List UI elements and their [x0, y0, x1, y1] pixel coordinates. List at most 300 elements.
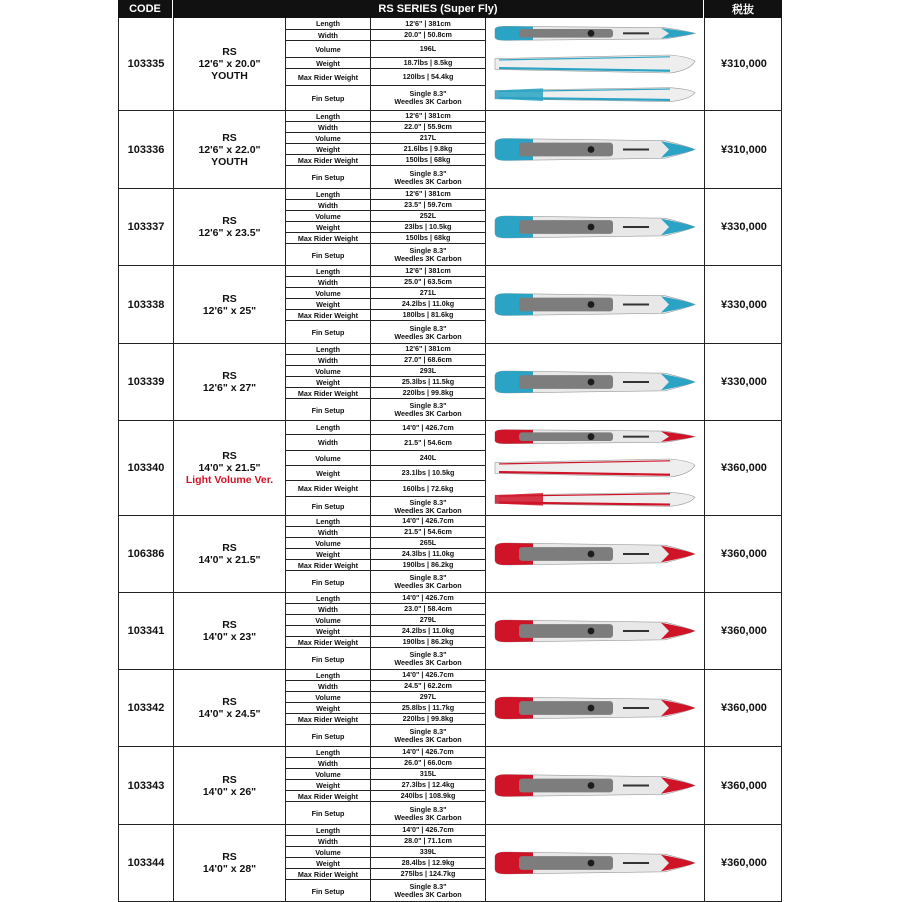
spec-row — [286, 310, 485, 321]
spec-value: 12'6" | 381cm — [405, 111, 451, 120]
spec-value: Single 8.3" Weedles 3K Carbon — [394, 401, 462, 418]
model-name-line: 14'0" x 21.5" — [198, 554, 261, 566]
spec-row — [286, 637, 485, 648]
model-name-line: RS — [222, 773, 237, 786]
price: ¥360,000 — [721, 779, 767, 792]
model-name-line: 14'0" x 21.5" — [198, 462, 261, 474]
spec-label: Width — [286, 355, 371, 365]
spec-value: 271L — [419, 288, 437, 297]
spec-label: Fin Setup — [286, 321, 371, 344]
product-code: 103338 — [119, 266, 174, 343]
model-name-line: RS — [222, 131, 237, 144]
model-name-line: 14'0" x 23" — [202, 631, 257, 643]
spec-row — [286, 155, 485, 166]
spec-row — [286, 122, 485, 133]
model-name-line: RS — [222, 46, 237, 58]
board-illustration — [486, 516, 705, 592]
spec-label: Width — [286, 758, 371, 768]
model-name — [174, 670, 286, 746]
spec-row — [286, 288, 485, 299]
spec-value: 220lbs | 99.8kg — [402, 714, 454, 723]
spec-row — [286, 30, 485, 41]
model-name-line: RS — [222, 696, 237, 708]
spec-value: 220lbs | 99.8kg — [402, 388, 454, 397]
board-illustration — [486, 825, 705, 901]
board-illustration — [486, 593, 705, 669]
spec-label: Length — [286, 421, 371, 434]
board-illustration — [486, 670, 705, 746]
product-code: 103335 — [119, 18, 174, 110]
product-row — [118, 670, 782, 747]
spec-value: Single 8.3" Weedles 3K Carbon — [394, 168, 462, 186]
board-logo-mark — [623, 32, 649, 34]
board-side-view — [495, 55, 695, 73]
spec-row — [286, 144, 485, 155]
model-name-line: YOUTH — [211, 155, 248, 168]
spec-label: Volume — [286, 133, 371, 143]
spec-value: 25.0" | 63.5cm — [404, 277, 452, 286]
board-deck-view — [495, 430, 695, 444]
spec-label: Volume — [286, 847, 371, 857]
model-name-line: 12'6" x 23.5" — [198, 227, 261, 239]
spec-row — [286, 560, 485, 571]
price: ¥360,000 — [721, 625, 767, 637]
spec-label: Length — [286, 516, 371, 526]
spec-value: 265L — [419, 538, 437, 547]
spec-value: 25.3lbs | 11.5kg — [401, 377, 455, 386]
price: ¥330,000 — [721, 221, 767, 233]
spec-value: 150lbs | 68kg — [405, 155, 451, 164]
product-row — [118, 825, 782, 902]
spec-row — [286, 421, 485, 435]
spec-row — [286, 681, 485, 692]
model-name-line: RS — [222, 370, 237, 382]
spec-label: Volume — [286, 41, 371, 57]
model-name-line: 14'0" x 28" — [202, 863, 257, 875]
spec-label: Volume — [286, 288, 371, 298]
model-name-line: RS — [222, 619, 237, 631]
product-row — [118, 516, 782, 593]
spec-value: 190lbs | 86.2kg — [402, 637, 454, 646]
spec-value: 21.5" | 54.6cm — [404, 527, 452, 536]
spec-label: Width — [286, 277, 371, 287]
spec-value: 275lbs | 124.7kg — [400, 869, 456, 878]
product-code: 103343 — [119, 747, 174, 824]
board-deck-pad — [519, 701, 613, 715]
spec-table — [286, 516, 486, 592]
spec-row — [286, 435, 485, 451]
model-name — [174, 18, 286, 110]
spec-label: Max Rider Weight — [286, 869, 371, 879]
spec-row — [286, 670, 485, 681]
product-row — [118, 18, 782, 111]
board-deck-pad — [519, 220, 613, 234]
spec-label: Length — [286, 344, 371, 354]
spec-value: 23.0" | 58.4cm — [404, 604, 452, 613]
spec-label: Fin Setup — [286, 86, 371, 110]
spec-value: Single 8.3" Weedles 3K Carbon — [394, 323, 462, 341]
spec-value: 24.2lbs | 11.0kg — [401, 626, 455, 635]
board-handle — [588, 224, 595, 231]
board-illustration — [486, 189, 705, 265]
spec-row — [286, 780, 485, 791]
board-handle — [588, 705, 595, 712]
spec-row — [286, 571, 485, 593]
model-name-line: RS — [222, 215, 237, 227]
model-name-line: RS — [222, 292, 237, 305]
spec-label: Fin Setup — [286, 648, 371, 670]
board-illustration — [486, 111, 705, 188]
model-name-line: RS — [222, 450, 237, 462]
spec-row — [286, 615, 485, 626]
board-deck-view — [495, 216, 695, 238]
board-logo-mark — [623, 862, 649, 864]
spec-row — [286, 18, 485, 30]
board-deck-pad — [519, 624, 613, 638]
board-handle — [588, 628, 595, 635]
price: ¥310,000 — [721, 58, 767, 70]
spec-value: 12'6" | 381cm — [405, 266, 451, 275]
model-name-line: YOUTH — [211, 70, 248, 82]
spec-value: Single 8.3" Weedles 3K Carbon — [394, 882, 462, 899]
spec-value: 180lbs | 81.6kg — [402, 310, 454, 319]
spec-row — [286, 791, 485, 802]
spec-label: Max Rider Weight — [286, 310, 371, 320]
spec-label: Weight — [286, 549, 371, 559]
spec-row — [286, 277, 485, 288]
model-name-line: 14'0" x 26" — [202, 785, 257, 798]
spec-row — [286, 388, 485, 399]
spec-row — [286, 69, 485, 86]
spec-label: Max Rider Weight — [286, 791, 371, 801]
spec-label: Volume — [286, 692, 371, 702]
spec-row — [286, 399, 485, 421]
spec-row — [286, 725, 485, 747]
spec-label: Max Rider Weight — [286, 233, 371, 243]
board-deck-pad — [519, 29, 613, 38]
model-name — [174, 516, 286, 592]
spec-row — [286, 222, 485, 233]
spec-row — [286, 497, 485, 516]
spec-value: 23lbs | 10.5kg — [404, 222, 452, 231]
spec-value: 293L — [419, 366, 437, 375]
product-code: 103337 — [119, 189, 174, 265]
price: ¥360,000 — [721, 462, 767, 474]
spec-row — [286, 747, 485, 758]
board-logo-mark — [623, 436, 649, 438]
board-illustration — [486, 747, 705, 824]
spec-value: 21.5" | 54.6cm — [404, 437, 452, 447]
spec-label: Volume — [286, 211, 371, 221]
spec-value: 25.8lbs | 11.7kg — [401, 703, 455, 712]
price: ¥360,000 — [721, 548, 767, 560]
board-deck-pad — [519, 856, 613, 870]
spec-row — [286, 466, 485, 481]
board-logo-mark — [623, 707, 649, 709]
spec-value: 14'0" | 426.7cm — [402, 593, 454, 602]
spec-value: 27.0" | 68.6cm — [404, 355, 452, 364]
board-image — [486, 18, 705, 110]
spec-label: Weight — [286, 299, 371, 309]
board-image — [486, 344, 705, 420]
spec-row — [286, 451, 485, 466]
board-illustration — [486, 344, 705, 420]
model-name — [174, 593, 286, 669]
board-illustration — [486, 18, 705, 110]
spec-value: 24.5" | 62.2cm — [404, 681, 452, 690]
price: ¥310,000 — [721, 143, 767, 156]
spec-value: 23.5" | 59.7cm — [404, 200, 452, 209]
model-name-line: 14'0" x 24.5" — [198, 708, 261, 720]
spec-label: Fin Setup — [286, 399, 371, 421]
spec-table — [286, 747, 486, 824]
spec-label: Max Rider Weight — [286, 388, 371, 398]
spec-value: 240L — [419, 453, 437, 462]
price: ¥330,000 — [721, 376, 767, 388]
spec-table — [286, 670, 486, 746]
spec-row — [286, 593, 485, 604]
spec-value: 23.1lbs | 10.5kg — [401, 468, 455, 477]
board-logo-mark — [623, 149, 649, 151]
board-illustration — [486, 266, 705, 343]
spec-value: 217L — [419, 133, 437, 142]
spec-label: Weight — [286, 703, 371, 713]
spec-value: 20.0" | 50.8cm — [404, 30, 452, 39]
board-logo-mark — [623, 304, 649, 306]
spec-table — [286, 266, 486, 343]
board-image — [486, 747, 705, 824]
model-name-line: 12'6" x 25" — [202, 304, 257, 317]
spec-label: Length — [286, 825, 371, 835]
spec-value: 240lbs | 108.9kg — [400, 791, 456, 800]
spec-label: Length — [286, 266, 371, 276]
model-name — [174, 825, 286, 901]
model-name — [174, 111, 286, 188]
spec-label: Max Rider Weight — [286, 155, 371, 165]
spec-row — [286, 166, 485, 189]
spec-row — [286, 58, 485, 69]
board-handle — [588, 433, 595, 440]
spec-value: 14'0" | 426.7cm — [402, 670, 454, 679]
board-handle — [588, 146, 595, 153]
spec-row — [286, 604, 485, 615]
product-row — [118, 189, 782, 266]
board-deck-view — [495, 852, 695, 874]
spec-row — [286, 769, 485, 780]
spec-value: 21.6lbs | 9.8kg — [403, 144, 453, 153]
spec-label: Weight — [286, 858, 371, 868]
spec-table — [286, 189, 486, 265]
spec-value: 26.0" | 66.0cm — [404, 758, 452, 767]
board-side-view — [495, 459, 695, 477]
board-deck-pad — [519, 547, 613, 561]
spec-label: Volume — [286, 451, 371, 465]
spec-value: 196L — [419, 44, 437, 53]
price: ¥360,000 — [721, 857, 767, 869]
spec-value: Single 8.3" Weedles 3K Carbon — [394, 89, 462, 106]
model-name — [174, 266, 286, 343]
board-image — [486, 670, 705, 746]
spec-value: 14'0" | 426.7cm — [402, 747, 454, 756]
spec-label: Weight — [286, 144, 371, 154]
product-code: 103341 — [119, 593, 174, 669]
spec-label: Fin Setup — [286, 571, 371, 593]
spec-label: Weight — [286, 466, 371, 480]
spec-row — [286, 355, 485, 366]
product-row — [118, 747, 782, 825]
spec-label: Volume — [286, 366, 371, 376]
spec-row — [286, 299, 485, 310]
spec-row — [286, 111, 485, 122]
spec-label: Length — [286, 670, 371, 680]
spec-label: Width — [286, 604, 371, 614]
spec-row — [286, 802, 485, 825]
spec-label: Width — [286, 30, 371, 40]
spec-value: 279L — [419, 615, 437, 624]
spec-label: Length — [286, 747, 371, 757]
spec-value: Single 8.3" Weedles 3K Carbon — [394, 246, 462, 263]
spec-table — [286, 593, 486, 669]
spec-row — [286, 869, 485, 880]
spec-label: Max Rider Weight — [286, 69, 371, 85]
spec-row — [286, 200, 485, 211]
product-row — [118, 593, 782, 670]
spec-label: Max Rider Weight — [286, 481, 371, 496]
spec-table — [286, 344, 486, 420]
product-row — [118, 111, 782, 189]
spec-row — [286, 244, 485, 266]
spec-label: Width — [286, 122, 371, 132]
product-code: 103340 — [119, 421, 174, 515]
board-logo-mark — [623, 553, 649, 555]
model-name-line: 12'6" x 20.0" — [198, 58, 261, 70]
board-handle — [588, 782, 595, 789]
spec-row — [286, 41, 485, 58]
board-deck-view — [495, 371, 695, 393]
spec-label: Fin Setup — [286, 166, 371, 189]
spec-label: Volume — [286, 615, 371, 625]
spec-label: Max Rider Weight — [286, 637, 371, 647]
spec-label: Weight — [286, 222, 371, 232]
board-handle — [588, 551, 595, 558]
spec-value: 14'0" | 426.7cm — [402, 516, 454, 525]
model-name-line: RS — [222, 542, 237, 554]
spec-value: 14'0" | 426.7cm — [402, 825, 454, 834]
board-deck-pad — [519, 432, 613, 441]
product-code: 106386 — [119, 516, 174, 592]
spec-label: Width — [286, 527, 371, 537]
board-tail-accent — [495, 493, 543, 506]
board-deck-view — [495, 543, 695, 565]
header-series: RS SERIES (Super Fly) — [173, 0, 704, 18]
spec-label: Weight — [286, 377, 371, 387]
spec-row — [286, 836, 485, 847]
spec-row — [286, 825, 485, 836]
model-note: Light Volume Ver. — [185, 474, 274, 486]
spec-row — [286, 527, 485, 538]
spec-table — [286, 825, 486, 901]
board-image — [486, 825, 705, 901]
spec-row — [286, 858, 485, 869]
board-deck-pad — [519, 143, 613, 157]
spec-label: Fin Setup — [286, 802, 371, 825]
spec-value: 24.2lbs | 11.0kg — [401, 299, 455, 308]
spec-value: 18.7lbs | 8.5kg — [403, 58, 453, 67]
model-name — [174, 747, 286, 824]
spec-value: 28.4lbs | 12.9kg — [401, 858, 455, 867]
spec-table — [286, 18, 486, 110]
spec-row — [286, 847, 485, 858]
spec-row — [286, 648, 485, 670]
spec-value: Single 8.3" Weedles 3K Carbon — [394, 804, 462, 822]
product-code: 103336 — [119, 111, 174, 188]
board-logo-mark — [623, 785, 649, 787]
spec-label: Volume — [286, 769, 371, 779]
spec-row — [286, 549, 485, 560]
spec-row — [286, 266, 485, 277]
spec-label: Width — [286, 435, 371, 450]
board-deck-view — [495, 139, 695, 161]
spec-value: Single 8.3" Weedles 3K Carbon — [394, 573, 462, 590]
spec-value: Single 8.3" Weedles 3K Carbon — [394, 497, 462, 515]
spec-value: 315L — [419, 769, 437, 778]
spec-label: Fin Setup — [286, 244, 371, 266]
spec-value: 28.0" | 71.1cm — [404, 836, 452, 845]
spec-table — [286, 111, 486, 188]
spec-label: Max Rider Weight — [286, 714, 371, 724]
board-deck-view — [495, 26, 695, 40]
board-bottom-view — [495, 88, 695, 102]
model-name — [174, 189, 286, 265]
spec-label: Length — [286, 593, 371, 603]
spec-row — [286, 189, 485, 200]
product-row — [118, 344, 782, 421]
spec-value: 27.3lbs | 12.4kg — [401, 780, 455, 789]
board-deck-view — [495, 775, 695, 797]
spec-value: 12'6" | 381cm — [405, 344, 451, 353]
spec-label: Width — [286, 836, 371, 846]
product-code: 103344 — [119, 825, 174, 901]
spec-row — [286, 758, 485, 769]
spec-value: 12'6" | 381cm — [405, 189, 451, 198]
spec-label: Weight — [286, 780, 371, 790]
product-table — [118, 18, 782, 902]
spec-label: Fin Setup — [286, 880, 371, 902]
spec-row — [286, 133, 485, 144]
product-row — [118, 266, 782, 344]
spec-row — [286, 880, 485, 902]
board-image — [486, 593, 705, 669]
spec-table — [286, 421, 486, 515]
board-image — [486, 421, 705, 515]
board-deck-view — [495, 697, 695, 719]
spec-value: 120lbs | 54.4kg — [402, 72, 454, 81]
model-name-line: RS — [222, 851, 237, 863]
spec-label: Width — [286, 200, 371, 210]
spec-label: Length — [286, 189, 371, 199]
board-logo-mark — [623, 630, 649, 632]
spec-value: Single 8.3" Weedles 3K Carbon — [394, 727, 462, 744]
spec-value: 14'0" | 426.7cm — [402, 422, 454, 432]
header-code: CODE — [118, 0, 173, 18]
board-image — [486, 111, 705, 188]
spec-label: Length — [286, 18, 371, 29]
board-logo-mark — [623, 381, 649, 383]
spec-row — [286, 211, 485, 222]
spec-value: 150lbs | 68kg — [405, 233, 451, 242]
spec-value: 22.0" | 55.9cm — [404, 122, 452, 131]
spec-value: 339L — [419, 847, 437, 856]
